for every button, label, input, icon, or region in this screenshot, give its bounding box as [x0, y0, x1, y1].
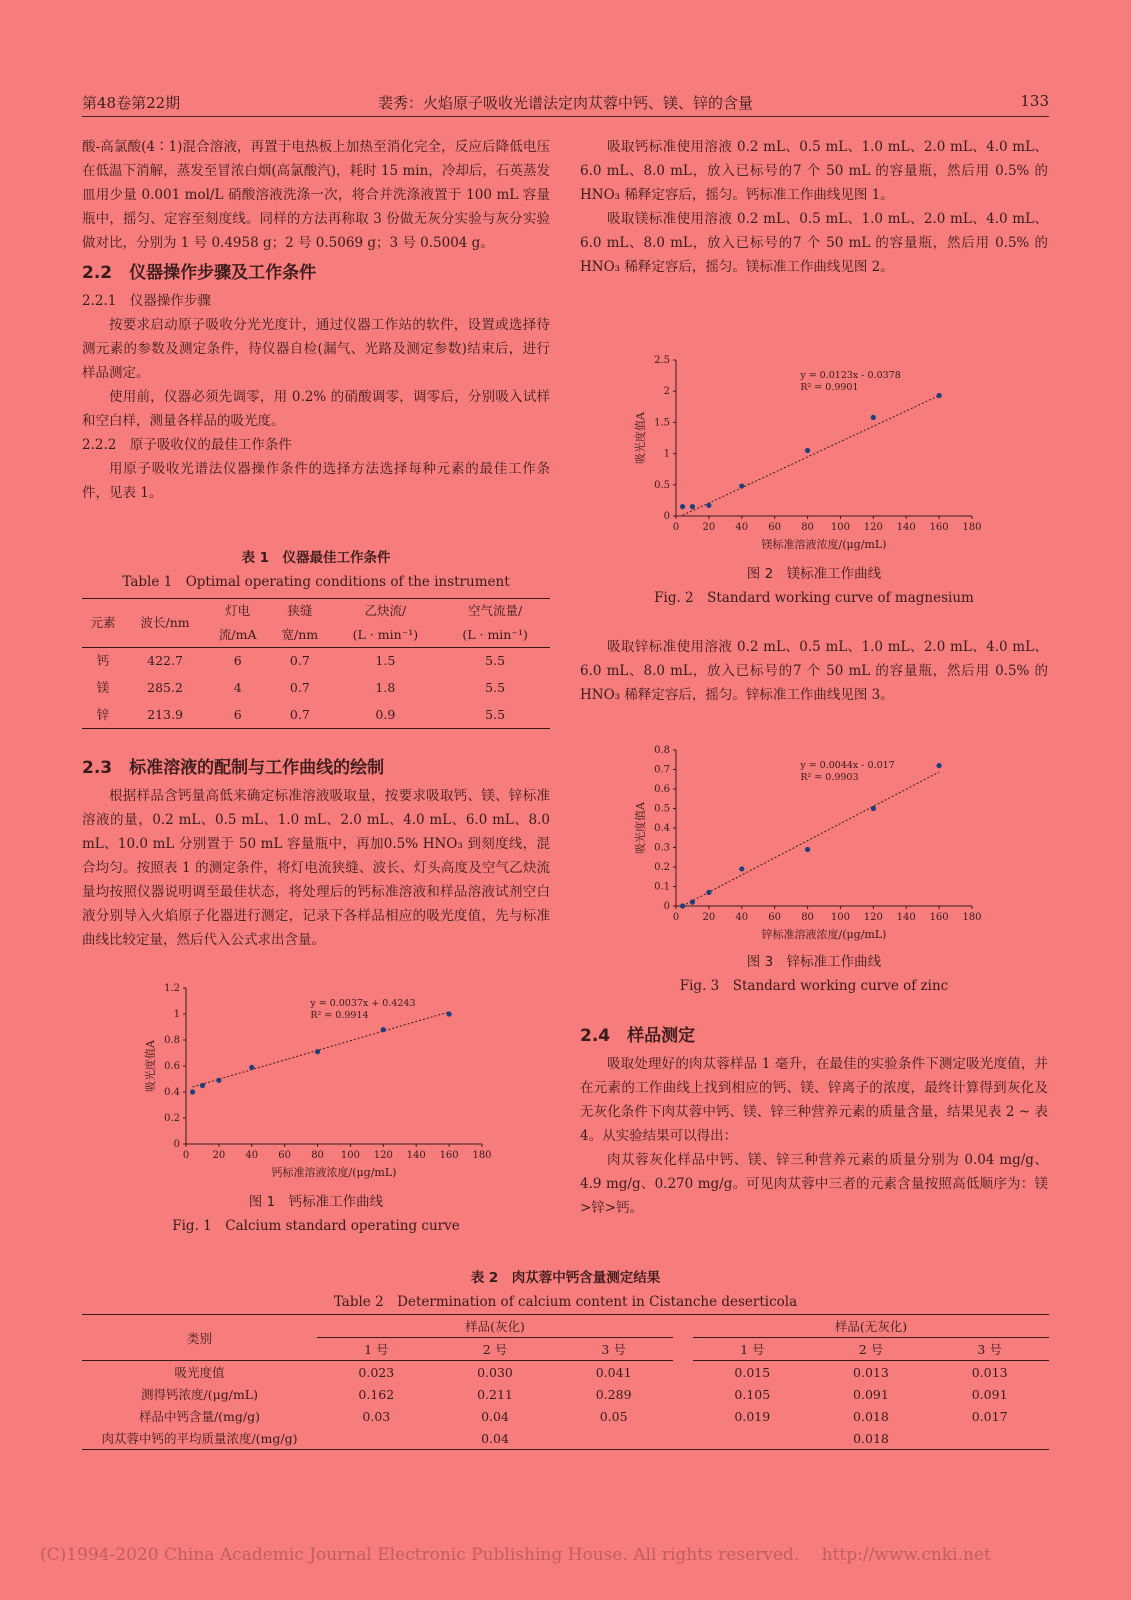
table-1-cell: 0.7: [289, 680, 310, 695]
figure-1-captions: [82, 1190, 550, 1238]
x-tick-label: 120: [863, 522, 883, 533]
right-column-mid: [580, 635, 1048, 707]
x-tick-label: 140: [896, 912, 916, 923]
trendline: [683, 772, 940, 906]
figure-1-caption-cn: 图 1 钙标准工作曲线: [248, 1194, 384, 1210]
table-2-cell: 0.030: [477, 1364, 513, 1380]
article-title: 裴秀：火焰原子吸收光谱法定肉苁蓉中钙、镁、锌的含量: [377, 94, 753, 112]
table-1-cell: 5.5: [485, 680, 506, 695]
x-tick-label: 160: [929, 522, 949, 533]
x-tick-label: 60: [768, 522, 782, 533]
figure-3-caption-cn: 图 3 锌标准工作曲线: [746, 954, 882, 970]
table-2-row-label: 吸光度值: [174, 1365, 225, 1380]
paragraph-2-2-1-a: 按要求启动原子吸收分光光度计，通过仪器工作站的软件，设置或选择待测元素的参数及测定条件，待仪器自检(漏气、光路及测定参数)结束后，进行样品测定。: [82, 317, 550, 381]
table-2-gap: [673, 1338, 693, 1361]
table-1-cell: 镁: [96, 680, 110, 695]
table-1-cell: 1.8: [375, 680, 396, 695]
y-tick-label: 1.2: [164, 983, 180, 994]
table-2-average-noash: 0.018: [693, 1427, 1049, 1450]
x-tick-label: 0: [672, 912, 680, 923]
y-tick-label: 0.5: [654, 479, 670, 491]
table-2-subheader: 3 号: [554, 1338, 673, 1361]
x-tick-label: 0: [672, 522, 680, 533]
figure-2-chart: [630, 352, 990, 556]
table-1-header: 空气流量/ (L · min⁻¹): [462, 603, 528, 642]
table-1-cell: 0.7: [289, 653, 310, 669]
left-column-lower: [82, 750, 550, 952]
table-1-header: 灯电 流/mA: [218, 603, 257, 642]
table-1-header: 乙炔流/ (L · min⁻¹): [352, 603, 419, 642]
table-1-cell: 0.7: [289, 706, 310, 722]
table-1-cell: 0.9: [375, 706, 396, 722]
y-tick-label: 0.3: [654, 842, 670, 854]
x-tick-label: 100: [340, 1150, 360, 1161]
table-2-cell: 0.05: [599, 1408, 628, 1424]
y-tick-label: 0.2: [164, 1113, 180, 1124]
table-2-gap: [673, 1361, 693, 1384]
data-point: [690, 900, 695, 905]
y-tick-label: 0: [663, 511, 670, 522]
section-2-2-1-heading: 2.2.1 仪器操作步骤: [82, 293, 211, 309]
y-tick-label: 0: [663, 901, 670, 912]
y-tick-label: 0.6: [654, 784, 670, 795]
x-axis-label: 锌标准溶液浓度/(μg/mL): [761, 928, 887, 941]
x-tick-label: 140: [406, 1150, 426, 1161]
x-tick-label: 20: [702, 912, 716, 923]
paragraph-calcium-standard: 吸取钙标准使用溶液 0.2 mL、0.5 mL、1.0 mL、2.0 mL、4.0 mL、6.0 mL、8.0 mL，放入已标号的7 个 50 mL 的容量瓶，然后用 0.5% 的 HNO₃ 稀释定容后，摇匀。钙标准工作曲线见图 1。: [580, 139, 1048, 203]
x-tick-label: 180: [962, 522, 982, 533]
data-point: [739, 483, 744, 488]
section-2-2-2-heading: 2.2.2 原子吸收仪的最佳工作条件: [82, 437, 292, 453]
x-tick-label: 0: [182, 1150, 190, 1161]
figure-1-chart: [140, 980, 500, 1184]
table-1-header: 元素: [90, 615, 116, 630]
table-2-cell: 0.105: [734, 1386, 771, 1402]
y-tick-label: 0.4: [164, 1087, 180, 1098]
y-tick-label: 1: [663, 448, 670, 460]
table-2-cell: 0.289: [595, 1386, 632, 1402]
table-1-cell: 钙: [96, 653, 110, 669]
section-2-2-heading: 2.2 仪器操作步骤及工作条件: [82, 263, 317, 283]
copyright-footer: (C)1994-2020 China Academic Journal Electronic Publishing House. All rights reserved. http://www.cnki.net: [40, 1545, 991, 1565]
section-2-3-heading: 2.3 标准溶液的配制与工作曲线的绘制: [82, 758, 385, 778]
y-tick-label: 0.1: [654, 881, 670, 893]
y-tick-label: 0.4: [654, 823, 670, 834]
table-2-subheader: 2 号: [436, 1338, 555, 1361]
y-axis-label: 吸光度值A: [634, 802, 647, 854]
y-tick-label: 0.8: [654, 745, 670, 756]
y-axis-label: 吸光度值A: [144, 1040, 157, 1092]
table-2-row-label: 样品中钙含量/(mg/g): [138, 1409, 261, 1424]
table-2-cell: 0.04: [481, 1408, 509, 1424]
x-tick-label: 20: [702, 522, 716, 533]
data-point: [937, 393, 942, 398]
table-2-cell: 0.013: [971, 1364, 1008, 1380]
figure-3-captions: [580, 950, 1048, 998]
table-1-header: 狭缝 宽/nm: [281, 603, 319, 642]
x-axis-label: 钙标准溶液浓度/(μg/mL): [271, 1166, 397, 1179]
y-tick-label: 2: [663, 386, 670, 398]
section-2-4-heading: 2.4 样品测定: [580, 1026, 696, 1046]
x-tick-label: 60: [278, 1150, 292, 1161]
table-1-cell: 1.5: [375, 653, 396, 669]
table-2-cell: 0.013: [853, 1364, 889, 1380]
figure-3-caption-en: Fig. 3 Standard working curve of zinc: [679, 978, 949, 994]
trendline-equation: y = 0.0123x - 0.0378: [800, 370, 901, 381]
table-2-gap: [673, 1405, 693, 1427]
data-point: [200, 1083, 205, 1088]
trendline: [683, 396, 940, 516]
table-1-cell: 285.2: [147, 680, 183, 695]
right-column-lower: [580, 1018, 1048, 1220]
table-2-cell: 0.015: [734, 1364, 771, 1380]
data-point: [706, 890, 711, 895]
table-1-header: 波长/nm: [140, 615, 190, 630]
paragraph-2-4-b: 肉苁蓉灰化样品中钙、镁、锌三种营养元素的质量分别为 0.04 mg/g、4.9 mg/g、0.270 mg/g。可见肉苁蓉中三者的元素含量按照高低顺序为：镁>锌>钙。: [580, 1152, 1048, 1216]
table-2-caption-en: Table 2 Determination of calcium content in Cistanche deserticola: [333, 1294, 798, 1310]
table-1-cell: 4: [233, 680, 242, 695]
x-tick-label: 80: [311, 1150, 324, 1161]
paragraph-2-2-2: 用原子吸收光谱法仪器操作条件的选择方法选择每种元素的最佳工作条件，见表 1。: [82, 461, 550, 501]
x-tick-label: 40: [735, 522, 749, 533]
data-point: [805, 847, 810, 852]
table-1: [82, 598, 550, 729]
x-tick-label: 100: [830, 522, 850, 533]
table-1-cell: 5.5: [485, 653, 506, 669]
table-2-cell: 0.03: [362, 1408, 391, 1424]
running-head: [82, 90, 1049, 117]
data-point: [871, 806, 876, 811]
left-column: [82, 135, 550, 505]
table-1-caption-en: Table 1 Optimal operating conditions of the instrument: [122, 574, 510, 590]
figure-3-chart: [630, 742, 990, 946]
x-tick-label: 160: [929, 912, 949, 923]
table-1-row: [82, 702, 550, 729]
figure-2-caption-cn: 图 2 镁标准工作曲线: [746, 566, 882, 582]
table-2-cell: 0.017: [971, 1408, 1008, 1424]
table-2-cell: 0.162: [358, 1386, 395, 1402]
x-tick-label: 120: [373, 1150, 393, 1161]
table-1-cell: 6: [233, 653, 242, 669]
table-2-gap: [673, 1427, 693, 1450]
data-point: [871, 415, 876, 420]
data-point: [680, 903, 685, 908]
page-number: 133: [1020, 92, 1049, 110]
y-tick-label: 0.6: [164, 1061, 180, 1072]
data-point: [315, 1049, 320, 1054]
table-1-cell: 5.5: [485, 706, 506, 722]
data-point: [690, 504, 695, 509]
x-tick-label: 180: [472, 1150, 492, 1161]
volume-issue: 第48卷第22期: [82, 94, 181, 112]
x-tick-label: 40: [735, 912, 749, 923]
x-tick-label: 180: [962, 912, 982, 923]
y-tick-label: 0.7: [654, 764, 670, 776]
paragraph-2-3: 根据样品含钙量高低来确定标准溶液吸取量，按要求吸取钙、镁、锌标准溶液的量，0.2 mL、0.5 mL、1.0 mL、2.0 mL、4.0 mL、6.0 mL、8.0 mL、10.0 mL 分别置于 50 mL 容量瓶中，再加0.5% HNO₃ 到刻度线，混合均匀。按照表 1 的测定条件，将灯电流狭缝、波长、灯头高度及空气乙炔流量均按照仪器说明调至最佳状态，将处理后的钙标准溶液和样品溶液试剂空白液分别导入火焰原子化器进行测定，记录下各样品相应的吸光度值，先与标准曲线比较定量，然后代入公式求出含量。: [82, 788, 550, 948]
trendline-r2: R² = 0.9901: [800, 382, 859, 393]
table-1-row: [82, 675, 550, 702]
figure-3-svg: [630, 742, 990, 942]
table-2-cell: 0.023: [358, 1364, 395, 1380]
x-tick-label: 140: [896, 522, 916, 533]
table-1-block: [82, 546, 550, 729]
table-1-row: [82, 648, 550, 675]
data-point: [706, 503, 711, 508]
table-2-gap: [673, 1383, 693, 1405]
paragraph-magnesium-standard: 吸取镁标准使用溶液 0.2 mL、0.5 mL、1.0 mL、2.0 mL、4.0 mL、6.0 mL、8.0 mL，放入已标号的7 个 50 mL 的容量瓶，然后用 0.5% 的 HNO₃ 稀释定容后，摇匀。镁标准工作曲线见图 2。: [580, 211, 1048, 275]
x-axis-label: 镁标准溶液浓度/(μg/mL): [761, 538, 887, 551]
paragraph-2-4-a: 吸取处理好的肉苁蓉样品 1 毫升，在最佳的实验条件下测定吸光度值，并在元素的工作曲线上找到相应的钙、镁、锌离子的浓度，最终计算得到灰化及无灰化条件下肉苁蓉中钙、镁、锌三种营养元素的质量含量，结果见表 2 ~ 表 4。从实验结果可以得出：: [580, 1056, 1048, 1144]
table-2-average-label: 肉苁蓉中钙的平均质量浓度/(mg/g): [82, 1427, 317, 1450]
data-point: [381, 1027, 386, 1032]
table-2-cell: 0.091: [853, 1386, 889, 1402]
figure-2-svg: [630, 352, 990, 552]
table-2-cell: 0.018: [853, 1408, 889, 1424]
table-2-average-row: [82, 1427, 1049, 1450]
table-2-subheader: 3 号: [930, 1338, 1049, 1361]
figure-1-svg: [140, 980, 500, 1180]
y-axis-label: 吸光度值A: [634, 412, 647, 464]
table-2-row-label: 测得钙浓度/(μg/mL): [141, 1387, 258, 1402]
table-2-cell: 0.019: [734, 1408, 771, 1424]
data-point: [216, 1078, 221, 1083]
y-tick-label: 1: [173, 1009, 180, 1020]
data-point: [937, 763, 942, 768]
y-tick-label: 0.5: [654, 803, 670, 815]
x-tick-label: 160: [439, 1150, 459, 1161]
table-2-row: [82, 1383, 1049, 1405]
trendline-r2: R² = 0.9914: [310, 1010, 369, 1021]
data-point: [249, 1065, 254, 1070]
table-2-category-header: 类别: [82, 1315, 317, 1361]
x-tick-label: 40: [245, 1150, 259, 1161]
table-2-captions: [82, 1266, 1049, 1314]
trendline: [193, 1012, 450, 1087]
table-1-cell: 213.9: [147, 706, 183, 722]
y-tick-label: 2.5: [654, 355, 670, 366]
data-point: [680, 504, 685, 509]
x-tick-label: 20: [212, 1150, 226, 1161]
table-2-cell: 0.211: [477, 1386, 513, 1402]
y-tick-label: 0.2: [654, 862, 670, 873]
table-1-cell: 6: [233, 706, 242, 722]
table-2-cell: 0.041: [595, 1364, 632, 1380]
y-tick-label: 0: [173, 1139, 180, 1150]
data-point: [190, 1089, 195, 1094]
data-point: [805, 448, 810, 453]
figure-2-caption-en: Fig. 2 Standard working curve of magnesium: [654, 590, 974, 606]
table-2: [82, 1314, 1049, 1450]
table-2-cell: 0.091: [971, 1386, 1008, 1402]
x-tick-label: 60: [768, 912, 782, 923]
table-1-caption-cn: 表 1 仪器最佳工作条件: [241, 550, 391, 566]
table-2-group-noash: 样品(无灰化): [693, 1315, 1049, 1338]
x-tick-label: 100: [830, 912, 850, 923]
trendline-equation: y = 0.0037x + 0.4243: [310, 998, 416, 1009]
figure-1-caption-en: Fig. 1 Calcium standard operating curve: [172, 1218, 460, 1234]
table-2-average-ash: 0.04: [317, 1427, 673, 1450]
table-2-row: [82, 1405, 1049, 1427]
paragraph-continued: 酸-高氯酸(4∶1)混合溶液，再置于电热板上加热至消化完全，反应后降低电压在低温下消解，蒸发至冒浓白烟(高氯酸汽)，耗时 15 min，冷却后，石英蒸发皿用少量 0.001 mol/L 硝酸溶液洗涤一次，将合并洗涤液置于 100 mL 容量瓶中，摇匀、定容至刻度线。同样的方法再称取 3 份做无灰分实验与灰分实验做对比，分别为 1 号 0.4958 g；2 号 0.5069 g；3 号 0.5004 g。: [82, 139, 550, 251]
table-2-subheader: 2 号: [812, 1338, 931, 1361]
figure-2-captions: [580, 562, 1048, 610]
table-2-group-ash: 样品(灰化): [317, 1315, 673, 1338]
data-point: [739, 866, 744, 871]
table-2-row: [82, 1361, 1049, 1384]
y-tick-label: 0.8: [164, 1035, 180, 1046]
table-1-cell: 锌: [96, 706, 110, 722]
right-column-top: [580, 135, 1048, 279]
trendline-r2: R² = 0.9903: [800, 772, 859, 783]
paragraph-zinc-standard: 吸取锌标准使用溶液 0.2 mL、0.5 mL、1.0 mL、2.0 mL、4.0 mL、6.0 mL、8.0 mL，放入已标号的7 个 50 mL 的容量瓶，然后用 0.5% 的 HNO₃ 稀释定容后，摇匀。锌标准工作曲线见图 3。: [580, 639, 1048, 703]
table-1-cell: 422.7: [147, 653, 183, 669]
x-tick-label: 80: [801, 912, 814, 923]
x-tick-label: 120: [863, 912, 883, 923]
data-point: [447, 1011, 452, 1016]
table-2-caption-cn: 表 2 肉苁蓉中钙含量测定结果: [470, 1270, 661, 1286]
table-2-subheader: 1 号: [693, 1338, 812, 1361]
trendline-equation: y = 0.0044x - 0.017: [800, 760, 895, 771]
paragraph-2-2-1-b: 使用前，仪器必须先调零，用 0.2% 的硝酸调零，调零后，分别吸入试样和空白样，测量各样品的吸光度。: [82, 389, 550, 429]
table-2-subheader: 1 号: [317, 1338, 436, 1361]
y-tick-label: 1.5: [654, 417, 670, 429]
x-tick-label: 80: [801, 522, 814, 533]
